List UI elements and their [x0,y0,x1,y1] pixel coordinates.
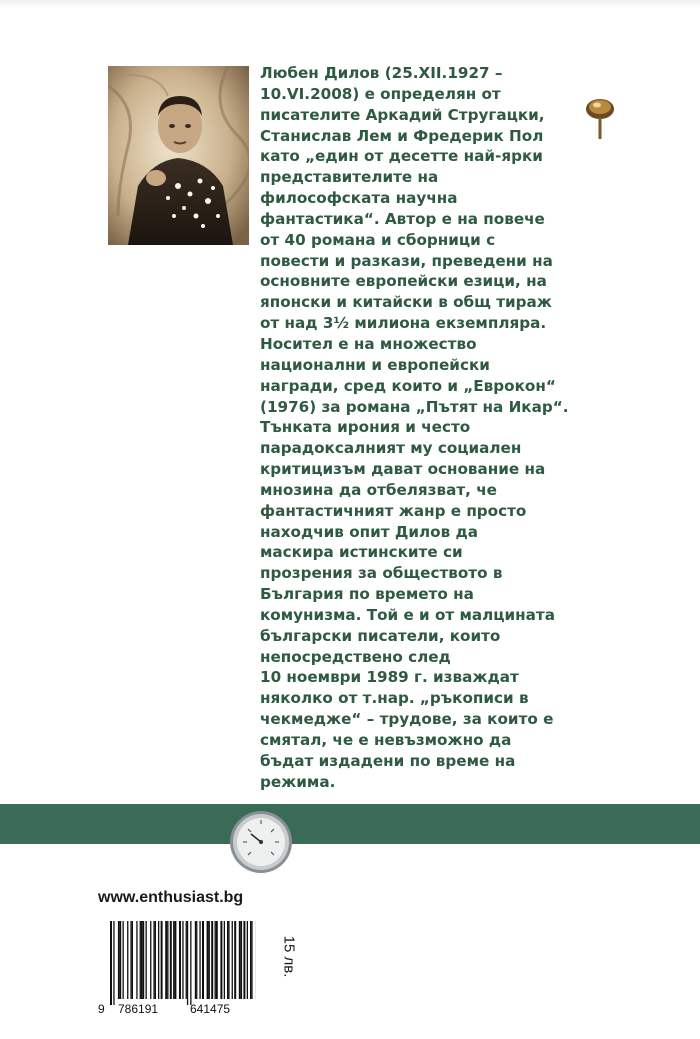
biography-line: критицизъм дават основание на [260,460,546,479]
biography-line: бъдат издадени по време на [260,751,516,770]
biography-line: награди, сред които и „Еврокон“ [260,376,556,395]
barcode-bar [119,921,121,999]
biography-line: прозрения за обществото в [260,564,503,583]
barcode-bar [146,921,147,999]
barcode-bar [220,921,222,999]
barcode-bar [173,921,174,999]
barcode-bar [228,921,229,999]
barcode-bar [118,921,119,999]
biography-line: от над 3½ милиона екземпляра. [260,314,547,333]
isbn-barcode [96,917,256,1017]
biography-line: 10.VI.2008) е определян от [260,84,501,103]
barcode-bar [234,921,236,999]
gauge-icon [229,810,293,874]
biography-line: национални и европейски [260,355,490,374]
barcode-digits-right: 641475 [190,1002,231,1016]
biography-line: находчив опит Дилов да [260,522,479,541]
barcode-bar [247,921,248,999]
biography-line: парадоксалният му социален [260,439,522,458]
barcode-bar [241,921,242,999]
barcode-bar [211,921,213,999]
barcode-bar [170,921,172,999]
biography-line: мнозина да отбелязват, че [260,480,497,499]
barcode-bar [250,921,251,999]
barcode-bar [130,921,131,999]
biography-line: Тънката ирония и често [260,418,471,437]
biography-line: основните европейски езици, на [260,272,547,291]
barcode-bar [161,921,163,999]
barcode-bar [232,921,233,999]
barcode-bar [190,921,191,1005]
barcode-bar [239,921,241,999]
decorative-band [0,804,700,844]
biography-line: повести и разкази, преведени на [260,251,553,270]
biography-line: фантастичният жанр е просто [260,501,527,520]
biography-line: смятал, че е невъзможно да [260,731,512,749]
barcode-bar [196,921,197,999]
barcode-bar [202,921,204,999]
biography-line: Станислав Лем и Фредерик Пол [260,126,544,145]
barcode-bar [123,921,124,999]
barcode-bar [174,921,176,999]
biography-line: непосредствено след [260,647,451,666]
barcode-bar [167,921,168,999]
barcode-digit-prefix: 9 [98,1002,105,1016]
barcode-bar [113,921,114,1005]
price-label-container [271,930,298,990]
barcode-bar [195,921,196,999]
barcode-bar [110,921,112,1005]
barcode-bar [207,921,209,999]
barcode-bar [155,921,156,999]
barcode-bar [251,921,252,999]
author-portrait [108,66,249,245]
author-biography [260,63,590,793]
barcode-bar [179,921,181,999]
barcode-digits-left: 786191 [118,1002,159,1016]
biography-line: писателите Аркадий Стругацки, [260,105,545,124]
biography-line: фантастика“. Автор е на повече [260,209,545,228]
barcode-bar [142,921,144,999]
barcode-bar [141,921,142,999]
biography-line: (1976) за романа „Пътят на Икар“. [260,397,569,416]
barcode-bar [165,921,167,999]
biography-line: като „един от десетте най-ярки [260,147,543,166]
biography-line: няколко от т.нар. „ръкописи в [260,689,529,708]
top-decorative-band [0,0,700,8]
barcode-bar [136,921,137,999]
biography-line: чекмедже“ – трудове, за които е [260,710,554,729]
biography-line: философската научна [260,189,458,208]
barcode-bar [209,921,210,999]
barcode-bar [243,921,245,999]
barcode-bar [140,921,141,999]
biography-line: маскира истинските си [260,543,463,562]
publisher-website: www.enthusiast.bg [98,889,244,906]
barcode-bar [132,921,133,999]
barcode-bar [153,921,154,999]
biography-line: комунизма. Той е и от малцината [260,605,555,624]
biography-line: от 40 романа и сборници с [260,230,496,249]
barcode-bar [227,921,228,999]
biography-line: режима. [260,772,336,791]
barcode-bar [127,921,128,999]
biography-line: японски и китайски в общ тираж [260,293,552,312]
biography-line: Любен Дилов (25.XII.1927 – [260,64,503,82]
biography-line: български писатели, които [260,626,501,645]
barcode-bar [186,921,187,999]
biography-line: представителите на [260,168,439,187]
barcode-bar [150,921,151,999]
barcode-bar [215,921,216,999]
biography-line: България по времето на [260,585,474,604]
barcode-bar [224,921,225,999]
barcode-bar [199,921,200,999]
barcode-bar [216,921,218,999]
barcode-bar [158,921,159,999]
biography-line: 10 ноември 1989 г. изваждат [260,668,519,687]
barcode-bar [182,921,183,999]
biography-line: Носител е на множество [260,334,477,353]
barcode-bar [187,921,188,1005]
price-label: 15 лв. [280,935,298,978]
